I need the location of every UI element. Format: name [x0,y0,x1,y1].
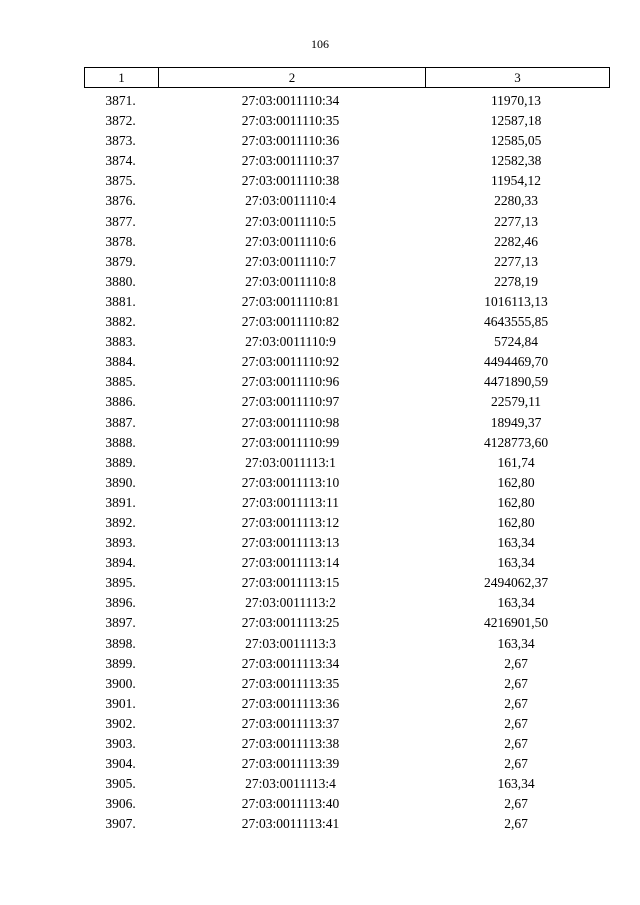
table-row [84,634,610,654]
value: 2277,13 [494,253,538,269]
table-row [84,694,610,714]
row-number: 3881. [105,293,136,309]
row-number: 3906. [105,796,136,812]
row-number: 3872. [105,113,136,129]
cadastral-number: 27:03:0011113:40 [241,796,340,812]
row-number: 3901. [105,695,136,711]
row-number: 3903. [105,736,136,751]
row-number: 3886. [105,394,136,410]
cadastral-number: 27:03:0011113:37 [241,715,340,731]
row-number: 3898. [105,635,136,651]
cadastral-number: 27:03:0011110:97 [241,394,340,410]
row-number: 3890. [105,474,136,490]
row-number: 3875. [105,173,136,189]
table-row [84,433,610,453]
table-row [84,252,610,272]
row-number: 3904. [105,756,136,772]
row-number: 3877. [105,213,136,229]
table-row [84,754,610,774]
table-body [84,91,610,834]
value: 12582,38 [490,153,542,169]
row-number: 3884. [105,354,136,370]
table-header [84,67,610,88]
value: 2277,13 [494,213,538,229]
row-number: 3889. [105,454,136,470]
cadastral-number: 27:03:0011110:7 [245,253,336,269]
header-col-2: 2 [158,68,425,87]
cadastral-number: 27:03:0011113:36 [241,695,340,711]
table-row [84,573,610,593]
cadastral-number: 27:03:0011113:11 [242,494,339,510]
cadastral-number: 27:03:0011110:6 [245,233,336,249]
row-number: 3873. [105,133,136,149]
value: 2278,19 [494,273,538,289]
cadastral-number: 27:03:0011113:34 [241,655,340,671]
cadastral-number: 27:03:0011113:15 [241,575,340,591]
value: 2,67 [504,736,528,751]
table-row [84,553,610,573]
cadastral-number: 27:03:0011110:5 [245,213,336,229]
table-row [84,794,610,814]
value: 4643555,85 [483,314,549,330]
table-row [84,91,610,111]
row-number: 3879. [105,253,136,269]
value: 163,34 [497,595,535,611]
row-number: 3894. [105,555,136,571]
row-number: 3876. [105,193,136,209]
table-row [84,774,610,794]
table-row [84,111,610,131]
value: 2,67 [504,715,528,731]
table-row [84,453,610,473]
row-number: 3905. [105,776,136,792]
row-number: 3902. [105,715,136,731]
cadastral-number: 27:03:0011110:92 [241,354,340,370]
row-number: 3874. [105,153,136,169]
cadastral-number: 27:03:0011110:9 [245,334,336,350]
value: 12585,05 [490,133,542,149]
cadastral-number: 27:03:0011110:98 [241,414,340,430]
cadastral-number: 27:03:0011110:34 [241,93,340,108]
cadastral-number: 27:03:0011110:81 [241,293,340,309]
cadastral-number: 27:03:0011113:4 [245,776,336,792]
cadastral-number: 27:03:0011113:12 [241,514,340,530]
table-row [84,734,610,754]
table-row [84,272,610,292]
row-number: 3897. [105,615,136,631]
cadastral-number: 27:03:0011113:38 [241,736,340,751]
row-number: 3896. [105,595,136,611]
value: 12587,18 [490,113,542,129]
cadastral-number: 27:03:0011110:82 [241,314,340,330]
cadastral-number: 27:03:0011113:41 [241,816,340,832]
row-number: 3887. [105,414,136,430]
table-row [84,613,610,633]
table-row [84,674,610,694]
cadastral-number: 27:03:0011113:39 [241,756,340,772]
row-number: 3895. [105,575,136,591]
value: 11970,13 [490,93,542,108]
table-row [84,151,610,171]
table-row [84,171,610,191]
table-row [84,212,610,232]
table-row [84,312,610,332]
cadastral-number: 27:03:0011113:2 [245,595,336,611]
cadastral-number: 27:03:0011113:13 [241,535,340,551]
value: 22579,11 [490,394,542,410]
value: 2,67 [504,655,528,671]
value: 2280,33 [494,193,538,209]
cadastral-number: 27:03:0011110:36 [241,133,340,149]
table-row [84,392,610,412]
table-row [84,413,610,433]
row-number: 3891. [105,494,136,510]
table-row [84,292,610,312]
value: 161,74 [497,454,535,470]
table-row [84,372,610,392]
value: 163,34 [497,555,535,571]
table-row [84,814,610,834]
value: 5724,84 [494,334,538,350]
row-number: 3907. [105,816,136,832]
value: 2494062,37 [483,575,549,591]
value: 18949,37 [490,414,542,430]
cadastral-number: 27:03:0011110:99 [241,434,340,450]
cadastral-number: 27:03:0011110:37 [241,153,340,169]
row-number: 3888. [105,434,136,450]
cadastral-number: 27:03:0011113:25 [241,615,340,631]
table-row [84,191,610,211]
cadastral-number: 27:03:0011110:35 [241,113,340,129]
value: 4471890,59 [483,374,549,390]
cadastral-number: 27:03:0011110:38 [241,173,340,189]
value: 1016113,13 [484,293,548,309]
value: 2,67 [504,756,528,772]
header-col-1: 1 [118,69,125,85]
row-number: 3893. [105,535,136,551]
row-number: 3878. [105,233,136,249]
value: 162,80 [497,474,535,490]
cadastral-number: 27:03:0011113:3 [245,635,336,651]
table-row [84,593,610,613]
cadastral-number: 27:03:0011113:1 [245,454,336,470]
table-row [84,131,610,151]
value: 2,67 [504,816,528,832]
table-row [84,533,610,553]
value: 163,34 [497,535,535,551]
table-row [84,352,610,372]
value: 2282,46 [494,233,538,249]
row-number: 3883. [105,334,136,350]
row-number: 3871. [105,93,136,108]
value: 2,67 [504,695,528,711]
value: 4216901,50 [483,615,549,631]
row-number: 3880. [105,273,136,289]
value: 11954,12 [490,173,542,189]
cadastral-number: 27:03:0011113:10 [241,474,340,490]
value: 163,34 [497,635,535,651]
table-row [84,714,610,734]
cadastral-number: 27:03:0011113:14 [241,555,340,571]
cadastral-number: 27:03:0011110:4 [245,193,336,209]
row-number: 3900. [105,675,136,691]
value: 4128773,60 [483,434,549,450]
table-row [84,513,610,533]
row-number: 3885. [105,374,136,390]
table-row [84,654,610,674]
value: 2,67 [504,675,528,691]
value: 163,34 [497,776,535,792]
value: 162,80 [497,514,535,530]
row-number: 3882. [105,314,136,330]
cadastral-number: 27:03:0011113:35 [241,675,340,691]
value: 2,67 [504,796,528,812]
table-row [84,473,610,493]
value: 162,80 [497,494,535,510]
row-number: 3899. [105,655,136,671]
cadastral-number: 27:03:0011110:96 [241,374,340,390]
row-number: 3892. [105,514,136,530]
table-row [84,232,610,252]
table-row [84,493,610,513]
table-row [84,332,610,352]
header-col-3: 3 [425,68,609,87]
value: 4494469,70 [483,354,549,370]
page-number: 106 [311,37,329,51]
cadastral-number: 27:03:0011110:8 [245,273,336,289]
